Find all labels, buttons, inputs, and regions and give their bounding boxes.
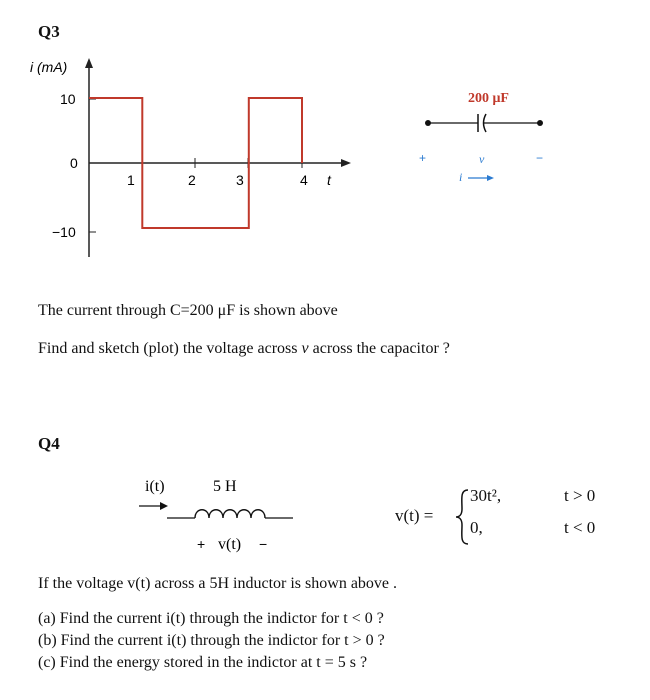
inductor-coil [195, 510, 265, 518]
ytick-label-10: 10 [60, 91, 76, 107]
current-arrow-head [487, 175, 494, 181]
xtick-label-1: 1 [127, 172, 135, 188]
voltage-symbol: v [479, 152, 485, 166]
x-axis-arrow [341, 159, 351, 167]
xtick-label-3: 3 [236, 172, 244, 188]
xtick-label-2: 2 [188, 172, 196, 188]
q3-text-line2-post: across the capacitor ? [308, 340, 450, 357]
y-axis-arrow [85, 58, 93, 68]
eq-lhs: v(t) = [395, 506, 434, 525]
eq-case2-cond: t < 0 [564, 518, 596, 537]
current-arrow-head [160, 502, 168, 510]
plus-sign: + [419, 151, 427, 165]
voltage-plus: + [197, 536, 206, 552]
q3-text-line2-pre: Find and sketch (plot) the voltage across [38, 340, 302, 357]
inductance-label: 5 H [213, 478, 237, 495]
current-plot [30, 52, 410, 312]
eq-case1-expr: 30t², [470, 486, 502, 505]
current-symbol: i [459, 170, 463, 184]
ytick-label-0: 0 [70, 155, 78, 171]
inductor-voltage-label: v(t) [218, 536, 242, 553]
q3-text-line1: The current through C=200 μF is shown above [38, 302, 338, 319]
q4-heading: Q4 [38, 434, 60, 453]
capacitor-schematic [410, 82, 570, 192]
q4-intro: If the voltage v(t) across a 5H inductor is shown above . [38, 575, 398, 592]
plot-ylabel: i (mA) [30, 59, 68, 75]
q4-part-c: (c) Find the energy stored in the indictor at t = 5 s ? [38, 654, 368, 671]
q4-part-a: (a) Find the current i(t) through the indictor for t < 0 ? [38, 610, 384, 627]
inductor-current-label: i(t) [145, 478, 165, 495]
eq-case2-expr: 0, [470, 518, 483, 537]
q4-part-b: (b) Find the current i(t) through the indictor for t > 0 ? [38, 632, 385, 649]
x-axis-label: t [327, 172, 331, 188]
ytick-label-neg10: −10 [52, 224, 76, 240]
xtick-label-4: 4 [300, 172, 308, 188]
q3-text-line2 [38, 340, 450, 358]
voltage-minus: − [259, 536, 268, 552]
q3-heading: Q3 [38, 22, 60, 41]
capacitance-label: 200 μF [468, 91, 509, 106]
inductor-schematic [135, 473, 305, 553]
eq-case1-cond: t > 0 [564, 486, 596, 505]
minus-sign: − [536, 151, 544, 165]
q3-text-line2-var: v [301, 340, 309, 357]
